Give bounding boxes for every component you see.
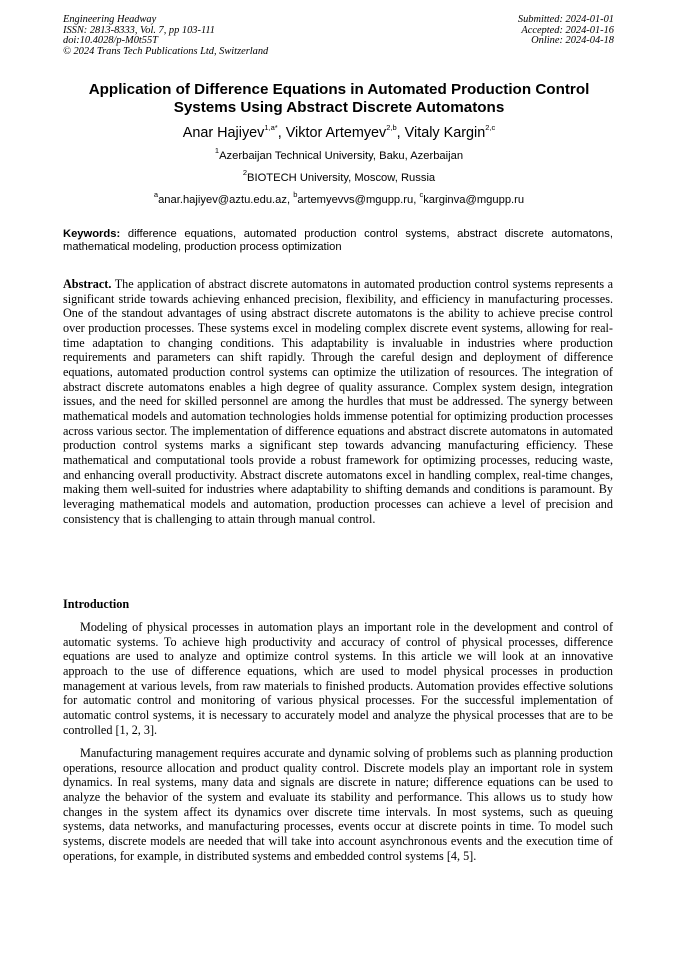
keywords-label: Keywords: bbox=[63, 228, 121, 240]
email-link[interactable]: karginva@mgupp.ru bbox=[423, 194, 525, 206]
paper-title bbox=[40, 81, 638, 117]
affiliation-2 bbox=[40, 168, 638, 185]
intro-paragraph-2: Manufacturing management requires accurate and dynamic solving of problems such as planning production operations, resource allocation and product quality control. Discrete models play an important role in system dynamics. In real systems, many data and signals are discrete in nature; difference equations can be used to analyze the behavior of the system and evaluate its stability and performance. This allows us to study how changes in the system affect its dynamics over discrete time intervals. In most systems, such as queuing systems, data networks, and manufacturing processes, events occur at discrete points in time. To model such systems, discrete models are needed that will take into account asynchronous events and the execution time of operations, for example, in distributed systems and embedded control systems [4, 5]. bbox=[63, 746, 613, 863]
abstract-text: The application of abstract discrete automatons in automated production control systems represents a significant stride towards achieving enhanced precision, flexibility, and efficiency in manufacturing processes. One of the standout advantages of using abstract discrete automatons is the ability to achieve precise control over production processes. These systems excel in modeling complex discrete event systems, allowing for real-time adaptation to changing conditions. This adaptability is invaluable in industries where production requirements and parameters can shift rapidly. Through the careful design and deployment of difference equations, automated production control systems can optimize the utilization of resources. The integration of abstract discrete automatons enables a high degree of quality assurance. Complex system design, integration issues, and the need for skilled personnel are among the hurdles that must be addressed. The synergy between mathematical models and automation technologies holds immense potential for optimizing production processes across various sector. The implementation of difference equations and abstract discrete automatons in automated production control systems marks a significant step towards advancing manufacturing efficiency. These mathematical and computational tools provide a robust framework for optimizing processes, reducing waste, and enhancing overall productivity. Abstract discrete automatons excel in handling complex, real-time changes, making them well-suited for industries where adaptability to shifting demands and conditions is paramount. By leveraging mathematical models and automation, production processes can achieve a level of precision and consistency that is challenging to attain through manual control. bbox=[63, 277, 613, 526]
affiliation-text: Azerbaijan Technical University, Baku, Azerbaijan bbox=[219, 150, 464, 162]
author-name: Vitaly Kargin bbox=[404, 125, 486, 141]
affiliation-1 bbox=[40, 146, 638, 163]
submitted-date: Submitted: 2024-01-01 bbox=[517, 14, 614, 25]
introduction-heading: Introduction bbox=[63, 597, 130, 611]
keywords-text: difference equations, automated production control systems, abstract discrete automatons, mathematical modeling, production process optimization bbox=[63, 228, 613, 254]
email-link[interactable]: anar.hajiyev@aztu.edu.az bbox=[158, 194, 287, 206]
email-link[interactable]: artemyevvs@mgupp.ru bbox=[297, 194, 414, 206]
author-list bbox=[40, 125, 638, 142]
accepted-date: Accepted: 2024-01-16 bbox=[521, 24, 614, 36]
journal-name: Engineering Headway bbox=[63, 14, 157, 25]
author-sup: 1,a* bbox=[264, 123, 278, 133]
author-name: Viktor Artemyev bbox=[285, 125, 387, 141]
title-line-2: Systems Using Abstract Discrete Automatons bbox=[173, 99, 505, 116]
abstract-label: Abstract. bbox=[63, 277, 112, 291]
online-date: Online: 2024-04-18 bbox=[531, 35, 614, 47]
intro-paragraph-1: Modeling of physical processes in automation plays an important role in the development and control of automatic systems. To achieve high productivity and accuracy of control of physical processes, difference equations are used to analyze and optimize control systems. In this article we will look at an innovative approach to the use of difference equations, which are used to model physical processes in production management at various levels, from raw materials to finished products. Automation provides effective solutions for automatic control and monitoring of various physical processes. For the successful implementation of automatic control systems, it is necessary to accurately model and analyze the physical processes that are to be controlled [1, 2, 3]. bbox=[63, 620, 613, 737]
email-sep: , bbox=[413, 194, 420, 206]
affiliation-sup: 1 bbox=[214, 146, 220, 156]
email-list bbox=[40, 190, 638, 207]
keywords-block bbox=[63, 228, 613, 255]
abstract-paragraph bbox=[63, 277, 613, 526]
copyright: © 2024 Trans Tech Publications Ltd, Switzerland bbox=[63, 45, 269, 57]
author-sep: , bbox=[277, 125, 286, 141]
author-sep: , bbox=[396, 125, 405, 141]
issn: ISSN: 2813-8333, Vol. 7, pp 103-111 bbox=[63, 24, 215, 36]
email-sup: a bbox=[153, 190, 159, 200]
doi: doi:10.4028/p-M0t55T bbox=[63, 35, 158, 47]
affiliation-text: BIOTECH University, Moscow, Russia bbox=[247, 172, 436, 184]
author-sup: 2,b bbox=[386, 123, 397, 133]
email-sup: b bbox=[293, 190, 298, 200]
journal-info bbox=[63, 15, 268, 57]
title-line-1: Application of Difference Equations in Automated Production Control bbox=[88, 81, 590, 98]
author-sup: 2,c bbox=[485, 123, 496, 133]
affiliation-sup: 2 bbox=[242, 168, 247, 178]
email-sup: c bbox=[419, 190, 424, 200]
email-sep: , bbox=[287, 194, 294, 206]
author-name: Anar Hajiyev bbox=[182, 125, 265, 141]
dates-info bbox=[518, 15, 614, 47]
